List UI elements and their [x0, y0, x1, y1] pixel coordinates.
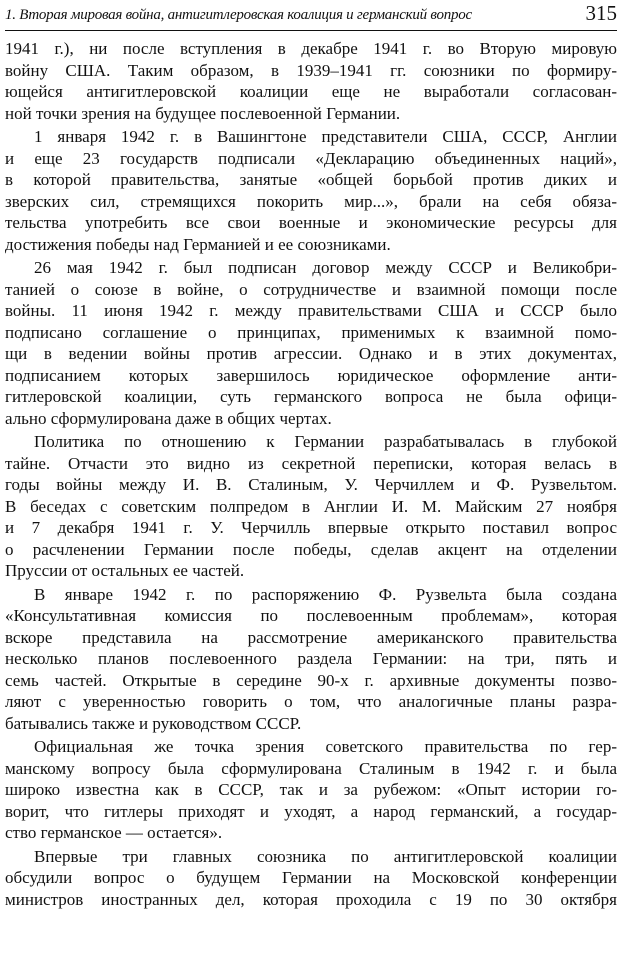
text-line: ляют с уверенностью говорить о том, что аналогичные планы разра- — [5, 692, 617, 711]
text-line: тайне. Отчасти это видно из секретной переписки, которая велась в — [5, 453, 617, 473]
body-text — [5, 38, 617, 910]
text-line: несколько планов послевоенного раздела Германии: на три, пять и — [5, 649, 617, 668]
text-line: В январе 1942 г. по распоряжению Ф. Рузвельта была создана — [34, 584, 617, 604]
running-title: 1. Вторая мировая война, антигитлеровская коалиция и германский вопрос — [5, 7, 472, 23]
text-line: в которой правительства, занятые «общей борьбой против диких и — [5, 170, 617, 189]
text-line: ально сформулирована даже в общих чертах. — [5, 408, 332, 428]
text-line: батывались также и руководством СССР. — [5, 713, 302, 733]
text-line: достижения победы над Германией и ее союзниками. — [5, 234, 391, 254]
text-line: министров иностранных дел, которая проходила с 19 по 30 октября — [5, 889, 617, 909]
text-line: войну США. Таким образом, в 1939–1941 гг. союзники по формиру- — [5, 60, 617, 80]
page-number: 315 — [585, 1, 617, 25]
text-line: зверских сил, стремящихся покорить мир...», брали на себя обяза- — [5, 191, 617, 211]
text-line: 1941 г.), ни после вступления в декабре 1941 г. во Вторую мировую — [5, 39, 617, 58]
paragraph-6 — [5, 736, 617, 844]
paragraph-5 — [5, 584, 617, 735]
paragraph-3 — [5, 257, 617, 429]
paragraph-2 — [5, 126, 617, 255]
text-line: обсудили вопрос о будущем Германии на Московской конференции — [5, 868, 617, 887]
text-line: подписанием которых завершилось юридическое оформление анти- — [5, 365, 617, 385]
text-line: Политика по отношению к Германии разрабатывалась в глубокой — [34, 432, 617, 451]
text-line: ной точки зрения на будущее послевоенной Германии. — [5, 103, 401, 123]
paragraph-4 — [5, 431, 617, 582]
text-line: ющейся антигитлеровской коалиции еще не выработали согласован- — [5, 82, 617, 101]
text-line: гитлеровской коалиции, суть германского вопроса не была офици- — [5, 387, 617, 406]
text-line: годы войны между И. В. Сталиным, У. Черчиллем и Ф. Рузвельтом. — [5, 475, 617, 494]
text-line: широко известна как в СССР, так и за рубежом: «Опыт истории го- — [5, 780, 617, 799]
text-line: манскому вопросу была сформулирована Сталиным в 1942 г. и была — [5, 758, 617, 778]
text-line: Впервые три главных союзника по антигитлеровской коалиции — [34, 846, 617, 866]
text-line: тельства употребить все свои военные и экономические ресурсы для — [5, 213, 617, 232]
text-line: В беседах с советским полпредом в Англии И. М. Майским 27 ноября — [5, 496, 617, 516]
text-line: Пруссии от остальных ее частей. — [5, 561, 245, 580]
text-line: «Консультативная комиссия по послевоенным проблемам», которая — [5, 606, 617, 625]
text-line: подписано соглашение о принципах, применимых к взаимной помо- — [5, 322, 617, 342]
text-line: ворит, что гитлеры приходят и уходят, а народ германский, а государ- — [5, 801, 617, 821]
text-line: вскоре представила на рассмотрение американского правительства — [5, 627, 617, 647]
text-line: танией о союзе в войне, о сотрудничестве и взаимной помощи после — [5, 279, 617, 299]
text-line: 26 мая 1942 г. был подписан договор между СССР и Великобри- — [34, 258, 617, 277]
text-line: войны. 11 июня 1942 г. между правительствами США и СССР было — [5, 301, 617, 320]
text-line: и 7 декабря 1941 г. У. Черчилль впервые открыто поставил вопрос — [5, 518, 617, 537]
paragraph-1 — [5, 38, 617, 124]
text-line: семь частей. Открытые в середине 90-х г. архивные документы позво- — [5, 670, 617, 690]
text-line: и еще 23 государств подписали «Декларацию объединенных наций», — [5, 148, 617, 168]
running-header — [5, 0, 617, 31]
text-line: Официальная же точка зрения советского правительства по гер- — [34, 737, 617, 756]
text-line: ство германское — остается». — [5, 823, 223, 842]
text-line: щи в ведении войны против агрессии. Однако и в этих документах, — [5, 344, 617, 363]
text-line: о расчленении Германии после победы, сделав акцент на отделении — [5, 539, 617, 559]
paragraph-7 — [5, 846, 617, 911]
text-line: 1 января 1942 г. в Вашингтоне представители США, СССР, Англии — [34, 127, 617, 146]
